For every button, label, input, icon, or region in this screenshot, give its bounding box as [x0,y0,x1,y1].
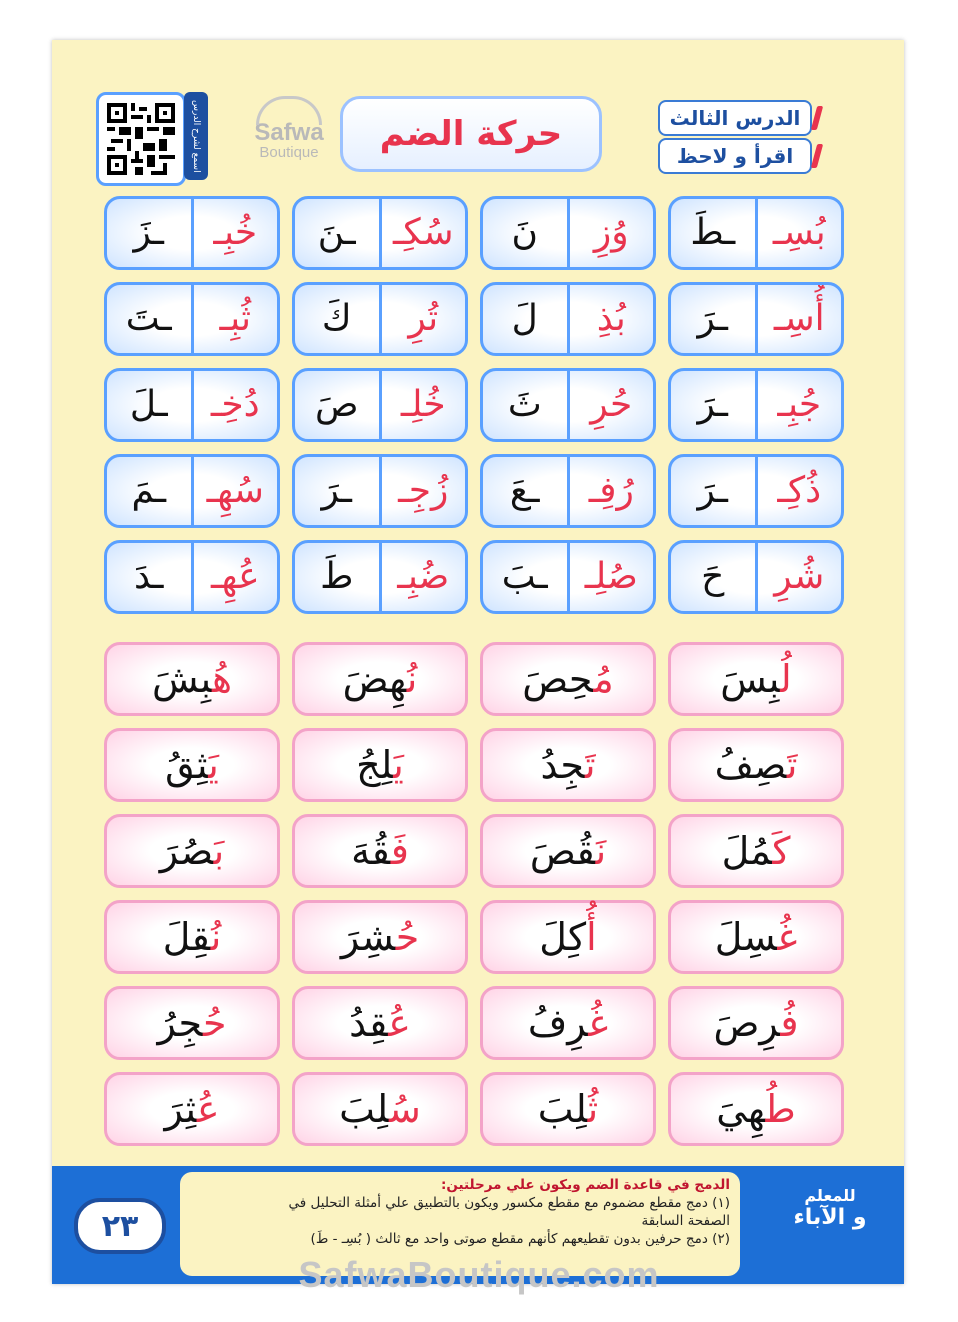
syllable-first: ثُبِـ [191,285,278,353]
whole-word-card [104,814,280,888]
syllable-first: رُفِـ [567,457,654,525]
page-number: ٢٣ [74,1198,166,1254]
syllable-first: خُلِـ [379,371,466,439]
whole-word-card [480,728,656,802]
whole-word-card [104,900,280,974]
syllable-first: عُهِـ [191,543,278,611]
word-rest: لِجُ [356,743,394,787]
whole-word-card [104,986,280,1060]
whole-word-card [668,986,844,1060]
syllable-first: ضُبِـ [379,543,466,611]
syllable-first: سُهِـ [191,457,278,525]
word-first-letter: حُ [395,915,420,959]
word [720,657,792,701]
split-word-card [104,540,280,614]
syllable-second: طَ [320,556,354,597]
syllable-first: جُبِـ [755,371,842,439]
qr-label: اسمع لشرح الدرس [184,92,208,180]
whole-word-grid [100,642,844,1146]
whole-word-card [292,1072,468,1146]
word [339,1087,421,1131]
word-first-letter: فَ [390,829,409,873]
syllable-second: ـتَ [125,298,172,339]
word-rest: ثِرَ [164,1087,197,1131]
split-word-card [480,540,656,614]
word-first-letter: عُ [388,1001,411,1045]
page-title-text: حركة الضم [379,114,563,154]
syllable-first: ذُكِـ [755,457,842,525]
whole-word-card [480,900,656,974]
word-first-letter: هُ [211,657,232,701]
syllable-second: ـطَ [690,212,736,253]
qr-code-icon[interactable] [96,92,186,186]
word-rest: قُهَ [351,829,391,873]
word-first-letter: ثُ [587,1087,599,1131]
word [538,1087,598,1131]
word-rest: رِصَ [713,1001,781,1045]
brand-watermark [234,92,344,162]
word [164,1087,219,1131]
whole-word-card [668,900,844,974]
word-first-letter: تَ [786,743,798,787]
footer-line-1b: الصفحة السابقة [641,1213,730,1229]
split-word-card [480,454,656,528]
word-first-letter: يَ [393,743,404,787]
site-watermark: SafwaBoutique.com [298,1254,660,1295]
parents-label: و الآباء [793,1205,867,1230]
whole-word-card [480,642,656,716]
word [349,1001,411,1045]
worksheet-page [52,40,904,1284]
word-first-letter: غُ [777,915,798,959]
whole-word-card [480,1072,656,1146]
brand-name: Safwa [254,119,324,146]
word [165,743,219,787]
word-rest: قِدُ [349,1001,389,1045]
word-rest: هِضَ [342,657,407,701]
word [343,657,418,701]
word-first-letter: كَ [772,829,791,873]
word-rest: بِسَ [720,657,781,701]
whole-word-card [292,900,468,974]
whole-word-card [292,814,468,888]
whole-word-card [668,1072,844,1146]
syllable-second: ـرَ [321,470,352,511]
word [713,1001,798,1045]
whole-word-card [104,642,280,716]
split-word-card [480,282,656,356]
syllable-second: ـعَ [509,470,540,511]
syllable-second: ـمَ [131,470,167,511]
whole-word-card [668,642,844,716]
split-word-card [292,368,468,442]
footer-heading: الدمج في قاعدة الضم ويكون علي مرحلتين: [440,1177,730,1193]
split-word-card [668,196,844,270]
split-word-card [668,282,844,356]
syllable-second: ـرَ [697,384,728,425]
word-first-letter: بَ [213,829,225,873]
split-word-card [480,368,656,442]
instruction-label: اقرأ و لاحظ [676,144,794,168]
whole-word-card [480,986,656,1060]
word-first-letter: نَ [595,829,607,873]
syllable-first: بُذِ [567,285,654,353]
lesson-label: الدرس الثالث [669,106,801,130]
syllable-first: حُرِ [567,371,654,439]
syllable-first: دُخِـ [191,371,278,439]
word-first-letter: سُ [389,1087,421,1131]
word [722,829,791,873]
syllable-first: شُرِ [755,543,842,611]
word-first-letter: يَ [208,743,219,787]
word-first-letter: غُ [588,1001,609,1045]
word-rest: شِرَ [340,915,396,959]
syllable-second: ـزَ [133,212,164,253]
syllable-first: بُسِـ [755,199,842,267]
syllable-second: ـبَ [501,556,548,597]
word [715,743,798,787]
word [716,1087,795,1131]
word [341,915,419,959]
syllable-first: وُزِ [567,199,654,267]
split-word-card [668,368,844,442]
word-rest: جِدُ [540,743,585,787]
word-rest: لِبَ [339,1087,390,1131]
syllable-second: كَ [321,298,352,339]
word-rest: قُصَ [529,829,596,873]
teacher-label: للمعلم [804,1186,856,1205]
whole-word-card [292,642,468,716]
word-rest: لِبَ [537,1087,588,1131]
syllable-second: نَ [511,212,538,253]
split-word-card [292,282,468,356]
word [528,1001,608,1045]
word [522,657,613,701]
whole-word-card [104,728,280,802]
whole-word-card [292,986,468,1060]
syllable-first: سُكِـ [379,199,466,267]
word-first-letter: طُ [765,1087,796,1131]
word-first-letter: مُ [593,657,614,701]
syllable-first: أُسِـ [755,285,842,353]
split-word-card [104,368,280,442]
syllable-first: تُرِ [379,285,466,353]
word-rest: رِفُ [527,1001,589,1045]
word-rest: صُرَ [159,829,214,873]
word [163,915,222,959]
word [356,743,404,787]
word-first-letter: لُ [780,657,792,701]
syllable-second: لَ [511,298,538,339]
whole-word-card [668,728,844,802]
word-first-letter: أُ [586,915,597,959]
word [351,829,409,873]
instruction-tag [658,138,812,174]
split-word-card [292,540,468,614]
syllable-second: صَ [314,384,359,425]
whole-word-card [292,728,468,802]
syllable-second: ثَ [507,384,542,425]
split-word-card [668,540,844,614]
word [540,743,595,787]
word [530,829,606,873]
word-rest: قِلَ [162,915,211,959]
syllable-first: خُبِـ [191,199,278,267]
word-first-letter: عُ [196,1087,220,1131]
split-word-card [104,454,280,528]
dome-icon [256,96,322,125]
syllable-first: صُلِـ [567,543,654,611]
split-word-card [668,454,844,528]
word [539,915,596,959]
word-rest: سِلَ [714,915,778,959]
syllable-first: زُجِـ [379,457,466,525]
brand-sub: Boutique [259,144,319,161]
syllable-second: ـنَ [317,212,356,253]
footer-line-1: (١) دمج مقطع مضموم مع مقطع مكسور ويكون بالتطبيق علي أمثلة التحليل في [288,1195,730,1211]
word-rest: كِلَ [539,915,587,959]
split-word-card [480,196,656,270]
word-first-letter: تَ [584,743,596,787]
split-word-card [104,282,280,356]
whole-word-card [480,814,656,888]
split-word-card [292,454,468,528]
word [152,657,232,701]
split-word-card [292,196,468,270]
word-first-letter: حُ [203,1001,227,1045]
accent-bar-icon [811,144,823,168]
word-rest: جِرُ [157,1001,203,1045]
word-rest: ثِقُ [165,743,209,787]
word-first-letter: نُ [406,657,418,701]
syllable-second: حَ [701,556,725,597]
word-rest: بِشَ [152,657,212,701]
split-word-card [104,196,280,270]
syllable-second: ـرَ [697,470,728,511]
word [160,829,225,873]
word-rest: حِصَ [522,657,594,701]
split-syllable-grid [100,196,844,614]
word-rest: صِفُ [714,743,787,787]
page-title [340,96,602,172]
word-rest: مُلَ [721,829,773,873]
syllable-second: ـلَ [129,384,168,425]
whole-word-card [668,814,844,888]
word-rest: هِيَ [716,1087,766,1131]
whole-word-card [104,1072,280,1146]
syllable-second: ـدَ [134,556,164,597]
word-first-letter: نُ [210,915,222,959]
word [715,915,798,959]
word [158,1001,227,1045]
lesson-tag [658,100,812,136]
syllable-second: ـرَ [697,298,728,339]
footer-line-2: (٢) دمج حرفين بدون تقطيعهم كأنهم مقطع صوتى واحد مع ثالث ( بُسِـ - طَ) [310,1231,730,1247]
word-first-letter: فُ [780,1001,799,1045]
qr-pattern-icon [107,103,175,175]
accent-bar-icon [811,106,823,130]
